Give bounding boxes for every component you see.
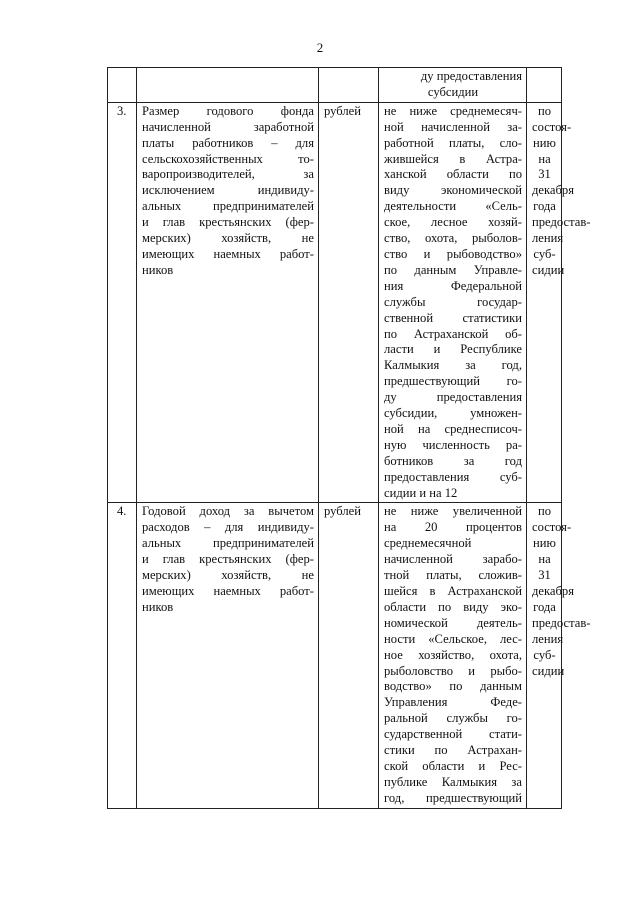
row-unit: рублей	[319, 503, 379, 808]
value-line: шейся в Астраханской	[384, 584, 522, 598]
value-line: предшествующий го-	[384, 374, 522, 389]
value-line: жившейся в Астра-	[384, 151, 522, 166]
value-line: ной на среднесписоч-	[384, 421, 522, 436]
row-value	[379, 102, 527, 503]
name-line: альных предпринимателей	[142, 536, 314, 551]
row-term	[527, 503, 591, 808]
value-line: деятельности «Сель-	[384, 199, 522, 214]
name-line: и глав крестьянских (фер-	[142, 215, 314, 230]
page-number: 2	[316, 40, 324, 55]
value-line: ду предоставления	[384, 390, 522, 405]
value-line: среднемесячной	[384, 536, 472, 551]
value-line: службы государ-	[384, 294, 522, 309]
requirements-table	[107, 67, 591, 809]
row-term	[527, 102, 591, 503]
term-line: года	[533, 599, 556, 614]
row-value	[379, 503, 527, 808]
value-line: Управления Феде-	[384, 695, 522, 710]
value-line: водство» по данным	[384, 679, 522, 694]
table-row-3	[108, 102, 562, 503]
value-line: тной платы, сложив-	[384, 568, 522, 583]
value-line: работной платы, сло-	[384, 135, 522, 150]
value-line: ральной службы го-	[384, 711, 522, 726]
term-line: по состоя-	[532, 103, 572, 134]
value-line: виду экономической	[384, 183, 522, 198]
row-number: 3.	[108, 102, 137, 503]
value-line: ханской области по	[384, 167, 522, 182]
name-line: и глав крестьянских (фер-	[142, 552, 314, 567]
value-line: рыболовство и рыбо-	[384, 663, 522, 678]
name-line: ников	[142, 262, 174, 277]
term-line: по состоя-	[532, 504, 572, 535]
value-line: публике Калмыкия за	[384, 774, 522, 789]
name-line: Размер годового фонда	[142, 103, 314, 118]
value-line: субсидии, умножен-	[384, 406, 522, 421]
value-line: ской области и Рес-	[384, 758, 522, 773]
name-line: мерских) хозяйств, не	[142, 568, 314, 583]
table-row-4	[108, 503, 562, 808]
value-line: на 20 процентов	[384, 520, 522, 535]
name-line: платы работников – для	[142, 135, 314, 150]
name-line: имеющих наемных работ-	[142, 246, 314, 261]
value-line: ское, лесное хозяй-	[384, 215, 522, 230]
cell-unit	[319, 68, 379, 103]
term-line: предостав-	[532, 615, 591, 630]
name-line: имеющих наемных работ-	[142, 584, 314, 598]
row-name	[137, 102, 319, 503]
term-line: сидии	[532, 663, 565, 678]
value-line: сударственной стати-	[384, 727, 522, 742]
row-name	[137, 503, 319, 808]
name-line: варопроизводителей, за	[142, 167, 314, 182]
value-line: начисленной зарабо-	[384, 552, 522, 567]
value-line: области по виду эко-	[384, 599, 522, 614]
value-line: ственной статистики	[384, 310, 522, 325]
cell-term	[527, 68, 562, 103]
name-line: альных предпринимателей	[142, 199, 314, 214]
row-number: 4.	[108, 503, 137, 808]
value-line: ство и рыбоводство»	[384, 246, 522, 261]
value-line: ду предоставления	[420, 69, 522, 83]
name-line: Годовой доход за вычетом	[142, 504, 314, 519]
term-line: ления суб-	[532, 231, 564, 261]
value-line: по данным Управле-	[384, 262, 522, 277]
value-line: субсидии	[427, 84, 479, 99]
value-line: ную численность ра-	[384, 437, 522, 452]
cell-name	[137, 68, 319, 103]
term-line: нию на 31	[533, 135, 556, 182]
value-line: ния Федеральной	[384, 278, 522, 293]
table-row-continuation	[108, 68, 562, 103]
value-line: ство, охота, рыболов-	[384, 231, 522, 246]
name-line: ников	[142, 599, 174, 614]
value-line: сидии и на 12	[384, 485, 458, 500]
value-line: по Астраханской об-	[384, 326, 522, 341]
name-line: сельскохозяйственных то-	[142, 151, 314, 166]
value-line: номической деятель-	[384, 615, 522, 630]
name-line: исключением индивиду-	[142, 183, 314, 198]
term-line: декабря	[532, 584, 575, 598]
name-line: начисленной заработной	[142, 119, 314, 134]
value-line: предоставления суб-	[384, 469, 522, 484]
term-line: года	[533, 199, 556, 214]
term-line: ления суб-	[532, 631, 564, 662]
value-line: стики по Астрахан-	[384, 743, 522, 758]
name-line: расходов – для индивиду-	[142, 520, 314, 535]
value-line: ботников за год	[384, 453, 522, 468]
term-line: предостав-	[532, 215, 591, 230]
value-line: Калмыкия за год,	[384, 358, 522, 373]
value-line: ной начисленной за-	[384, 119, 522, 134]
cell-value	[379, 68, 527, 103]
value-line: ности «Сельское, лес-	[384, 631, 522, 646]
value-line: ласти и Республике	[384, 342, 522, 357]
term-line: декабря	[532, 183, 575, 198]
value-line: не ниже увеличенной	[384, 504, 522, 519]
value-line: не ниже среднемесяч-	[384, 103, 522, 118]
term-line: нию на 31	[533, 536, 556, 583]
value-line: год, предшествующий	[384, 790, 522, 805]
row-unit: рублей	[319, 102, 379, 503]
term-line: сидии	[532, 262, 565, 277]
value-line: ное хозяйство, охота,	[384, 647, 522, 662]
name-line: мерских) хозяйств, не	[142, 231, 314, 246]
cell-number	[108, 68, 137, 103]
